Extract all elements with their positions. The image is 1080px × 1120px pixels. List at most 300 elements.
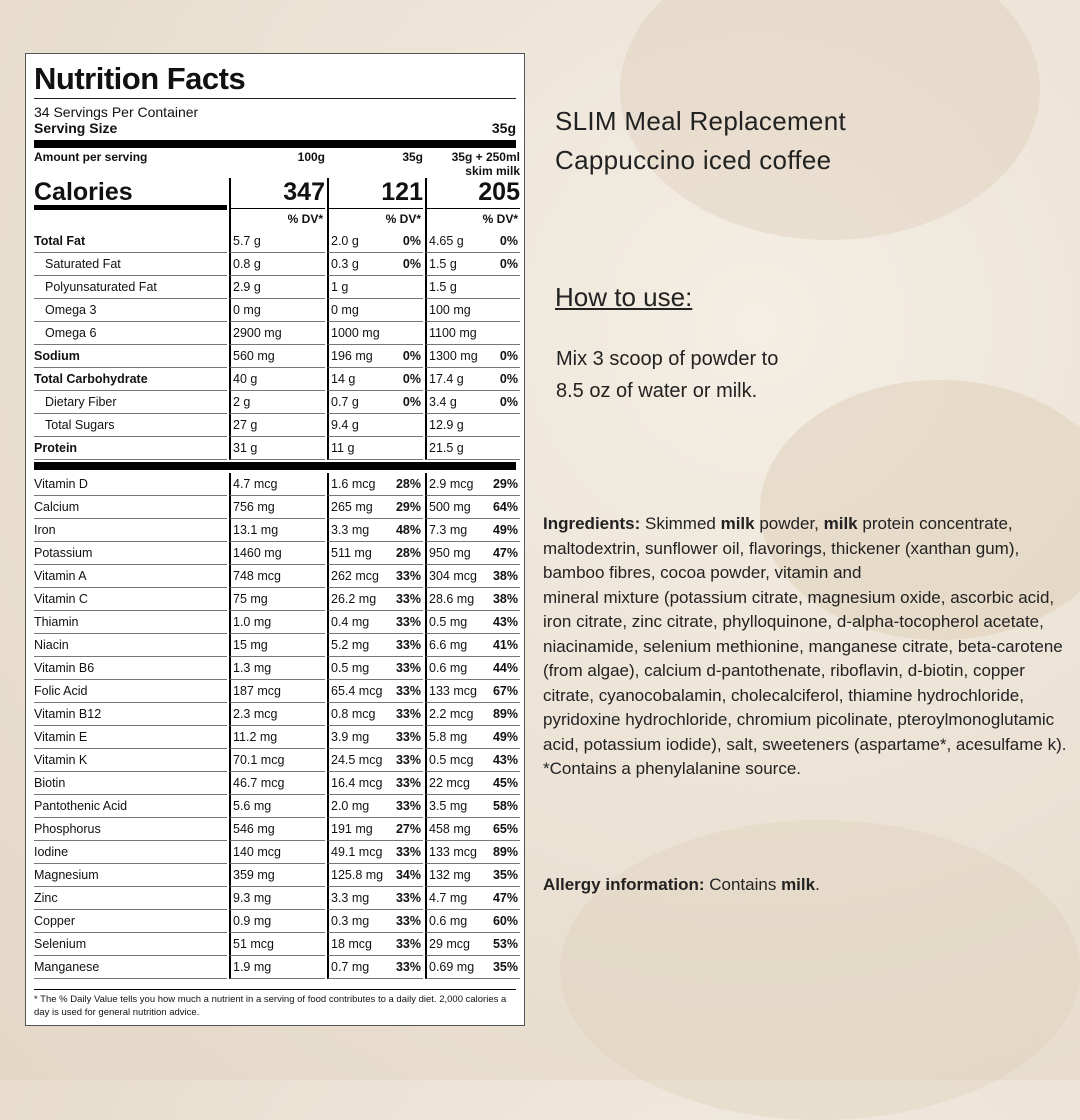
nutrient-amount: 7.3 mg [429,523,468,537]
nutrient-dv-percent: 0% [402,257,421,271]
nutrient-row [34,542,516,565]
product-name-line2: Cappuccino iced coffee [555,145,832,175]
nutrient-amount: 0.3 g [331,257,359,271]
nutrient-value-milk [425,414,520,437]
nutrient-dv-percent: 58% [492,799,518,813]
nutrient-dv-percent: 64% [492,500,518,514]
nutrient-value-milk [425,657,520,680]
nutrient-value-milk [425,726,520,749]
nutrient-row [34,864,516,887]
nutrient-dv-percent: 53% [492,937,518,951]
nutrient-amount: 0.6 mg [429,661,468,675]
col-milk-header-line1: 35g + 250ml [451,150,520,164]
allergy-information [543,875,820,895]
nutrient-name: Zinc [34,887,227,910]
nutrient-amount: 1.5 g [429,280,457,294]
nutrient-value-35g [327,680,423,703]
nutrient-amount: 458 mg [429,822,471,836]
nutrient-amount: 18 mcg [331,937,372,951]
nutrient-dv-percent: 33% [395,730,421,744]
nutrient-dv-percent: 0% [402,349,421,363]
nutrient-dv-percent: 41% [492,638,518,652]
nutrition-facts-panel [25,53,525,1026]
nutrient-value-100g: 546 mg [229,818,325,841]
nutrient-name: Phosphorus [34,818,227,841]
nutrient-row [34,230,516,253]
nutrient-amount: 0.6 mg [429,914,468,928]
nutrient-amount: 3.3 mg [331,523,370,537]
nutrient-amount: 21.5 g [429,441,464,455]
nutrient-value-35g [327,588,423,611]
nutrient-dv-percent: 0% [499,257,518,271]
ingredients-part: protein concentrate, maltodextrin, sunflower oil, flavorings, thickener (xanthan gum), bamboo fibres, cocoa powder, vitamin and [543,514,1020,582]
nutrient-value-35g [327,749,423,772]
dv-label-100g: % DV* [229,208,325,230]
nutrient-dv-percent: 33% [395,615,421,629]
nutrient-dv-percent: 38% [492,592,518,606]
nutrient-row [34,437,516,460]
nutrient-value-milk [425,680,520,703]
nutrient-value-100g: 70.1 mcg [229,749,325,772]
nutrient-value-100g: 75 mg [229,588,325,611]
how-to-use-heading: How to use: [555,282,693,312]
nutrient-dv-percent: 43% [492,753,518,767]
nutrient-amount: 950 mg [429,546,471,560]
nutrient-value-35g [327,519,423,542]
nutrient-value-milk [425,910,520,933]
ingredients-part: Skimmed [640,514,721,533]
nutrient-name: Vitamin B12 [34,703,227,726]
nutrient-row [34,611,516,634]
nutrient-dv-percent: 0% [499,372,518,386]
allergy-text: Contains [704,875,782,894]
nutrient-value-milk [425,588,520,611]
nutrient-amount: 29 mcg [429,937,470,951]
col-milk-header-line2: skim milk [465,164,520,178]
nutrient-dv-percent: 33% [395,684,421,698]
nutrient-row [34,322,516,345]
nutrient-value-milk [425,253,520,276]
nutrient-value-100g: 0.8 g [229,253,325,276]
nutrient-name: Selenium [34,933,227,956]
nutrient-name: Potassium [34,542,227,565]
nutrient-dv-percent: 34% [395,868,421,882]
nutrient-value-milk [425,368,520,391]
nutrient-value-100g: 11.2 mg [229,726,325,749]
nutrient-amount: 1.6 mcg [331,477,376,491]
nutrient-amount: 4.65 g [429,234,464,248]
col-milk-header [425,150,520,178]
nutrient-dv-percent: 33% [395,914,421,928]
nutrient-name: Total Sugars [34,414,227,437]
nutrient-dv-percent: 33% [395,638,421,652]
nutrient-dv-percent: 0% [499,234,518,248]
nutrient-dv-percent: 89% [492,707,518,721]
nutrient-amount: 304 mcg [429,569,477,583]
dv-label-milk: % DV* [425,208,520,230]
nutrient-dv-percent: 33% [395,799,421,813]
nutrient-value-100g: 560 mg [229,345,325,368]
nutrient-row [34,391,516,414]
nutrient-amount: 2.9 mcg [429,477,474,491]
nutrient-amount: 65.4 mcg [331,684,383,698]
nutrient-amount: 2.2 mcg [429,707,474,721]
nutrient-amount: 1.5 g [429,257,457,271]
dv-spacer [34,208,227,230]
nutrient-value-35g [327,391,423,414]
nutrient-value-35g [327,703,423,726]
macro-rows [34,230,516,460]
nutrient-value-35g [327,473,423,496]
nutrient-name: Niacin [34,634,227,657]
nutrient-value-milk [425,565,520,588]
nutrient-name: Saturated Fat [34,253,227,276]
nutrient-row [34,345,516,368]
nutrient-dv-percent: 33% [395,891,421,905]
nutrient-amount: 14 g [331,372,356,386]
nutrient-value-milk [425,611,520,634]
nutrient-value-milk [425,864,520,887]
nutrient-value-milk [425,818,520,841]
nutrient-name: Iodine [34,841,227,864]
nutrient-value-milk [425,772,520,795]
nutrient-value-milk [425,473,520,496]
nutrient-value-35g [327,795,423,818]
nutrient-name: Vitamin A [34,565,227,588]
nutrient-value-milk [425,542,520,565]
nutrient-row [34,841,516,864]
nutrient-value-35g [327,818,423,841]
serving-size-label: Serving Size [34,120,118,136]
nutrient-value-100g: 51 mcg [229,933,325,956]
nutrient-amount: 125.8 mg [331,868,384,882]
how-to-use-instructions: Mix 3 scoop of powder to 8.5 oz of water or milk. [556,348,779,402]
nutrient-value-100g: 0.9 mg [229,910,325,933]
nutrient-value-35g [327,565,423,588]
allergy-end: . [815,875,820,894]
dv-label-35g: % DV* [327,208,423,230]
nutrient-amount: 132 mg [429,868,471,882]
nutrient-row [34,519,516,542]
nutrient-value-milk [425,322,520,345]
nutrient-value-milk [425,841,520,864]
nutrient-value-100g: 1.9 mg [229,956,325,979]
nutrient-amount: 3.5 mg [429,799,468,813]
background-swirl [560,820,1080,1120]
nutrient-value-milk [425,634,520,657]
nutrient-amount: 500 mg [429,500,471,514]
nutrient-dv-percent: 65% [492,822,518,836]
nutrient-value-35g [327,437,423,460]
nutrient-value-milk [425,933,520,956]
nutrient-value-35g [327,634,423,657]
nutrient-dv-percent: 44% [492,661,518,675]
nutrient-name: Pantothenic Acid [34,795,227,818]
nutrient-amount: 0.7 mg [331,960,370,974]
nutrient-value-100g: 1460 mg [229,542,325,565]
nutrient-value-100g: 31 g [229,437,325,460]
nutrient-amount: 265 mg [331,500,373,514]
nutrient-value-100g: 46.7 mcg [229,772,325,795]
nutrient-value-100g: 140 mcg [229,841,325,864]
nutrient-value-100g: 748 mcg [229,565,325,588]
nutrient-value-100g: 0 mg [229,299,325,322]
nutrient-amount: 0.5 mcg [429,753,474,767]
ingredients-allergen: milk [823,514,858,533]
nutrient-amount: 28.6 mg [429,592,475,606]
nutrient-value-milk [425,345,520,368]
nutrient-amount: 24.5 mcg [331,753,383,767]
nutrient-amount: 6.6 mg [429,638,468,652]
nutrient-value-35g [327,496,423,519]
nutrient-value-35g [327,841,423,864]
nutrient-row [34,749,516,772]
nutrient-dv-percent: 45% [492,776,518,790]
nutrient-dv-percent: 33% [395,661,421,675]
nutrient-name: Manganese [34,956,227,979]
nutrient-dv-percent: 49% [492,523,518,537]
nutrient-row [34,588,516,611]
nutrient-row [34,473,516,496]
nutrient-name: Vitamin D [34,473,227,496]
nutrient-value-35g [327,611,423,634]
nutrient-amount: 5.8 mg [429,730,468,744]
nutrient-value-100g: 27 g [229,414,325,437]
nutrient-amount: 17.4 g [429,372,464,386]
nutrient-value-35g [327,956,423,979]
nutrient-value-milk [425,749,520,772]
nutrient-dv-percent: 38% [492,569,518,583]
nutrient-amount: 5.2 mg [331,638,370,652]
nutrient-dv-percent: 33% [395,707,421,721]
nutrient-row [34,634,516,657]
nutrient-value-100g: 5.6 mg [229,795,325,818]
nutrient-value-100g: 4.7 mcg [229,473,325,496]
nutrient-amount: 1 g [331,280,349,294]
nutrient-value-100g: 2900 mg [229,322,325,345]
nutrient-value-100g: 15 mg [229,634,325,657]
nutrient-dv-percent: 29% [395,500,421,514]
product-name [555,102,846,180]
nutrient-row [34,299,516,322]
nutrient-value-100g: 756 mg [229,496,325,519]
nutrient-row [34,956,516,979]
nutrient-value-35g [327,345,423,368]
nutrient-dv-percent: 27% [395,822,421,836]
nutrient-value-100g: 1.0 mg [229,611,325,634]
nutrient-dv-percent: 28% [395,477,421,491]
nutrient-value-milk [425,887,520,910]
nutrient-amount: 22 mcg [429,776,470,790]
nutrient-value-35g [327,772,423,795]
nutrient-dv-percent: 35% [492,868,518,882]
col-35g-header: 35g [402,150,423,164]
nutrient-name: Polyunsaturated Fat [34,276,227,299]
nutrient-dv-percent: 0% [402,395,421,409]
nutrient-value-35g [327,910,423,933]
nutrient-name: Total Fat [34,230,227,253]
nutrient-name: Omega 3 [34,299,227,322]
vitamin-rows [34,473,516,979]
nutrient-dv-percent: 0% [499,395,518,409]
nutrient-dv-percent: 0% [402,234,421,248]
nutrient-amount: 0.7 g [331,395,359,409]
dv-footnote: * The % Daily Value tells you how much a nutrient in a serving of food contributes to a daily diet. 2,000 calories a day is used for general nutrition advice. [34,989,516,1019]
nutrient-dv-percent: 33% [395,569,421,583]
nutrient-dv-percent: 47% [492,546,518,560]
thick-divider [34,140,516,148]
ingredients-part: mineral mixture (potassium citrate, magnesium oxide, ascorbic acid, iron citrate, zinc citrate, phylloquinone, d-alpha-tocopherol acetate, niacinamide, selenium methionine, manganese citrate, beta-carotene (from algae), calcium d-pantothenate, riboflavin, d-biotin, copper citrate, cyanocobalamin, cholecalciferol, thiamine hydrochloride, pyridoxine hydrochloride, chromium picolinate, pteroylmonoglutamic acid, potassium iodide), salt, sweeteners (aspartame*, acesulfame k). *Contains a phenylalanine source. [543,587,1067,778]
nutrient-amount: 3.3 mg [331,891,370,905]
nutrient-value-35g [327,542,423,565]
nutrient-value-100g: 9.3 mg [229,887,325,910]
nutrient-amount: 100 mg [429,303,471,317]
nutrient-value-milk [425,276,520,299]
nutrient-amount: 3.4 g [429,395,457,409]
nutrient-value-35g [327,322,423,345]
nutrient-value-milk [425,956,520,979]
nutrient-dv-percent: 89% [492,845,518,859]
nutrient-amount: 1300 mg [429,349,478,363]
serving-size-row [34,120,516,137]
nutrient-amount: 0 mg [331,303,359,317]
nutrient-amount: 11 g [331,441,355,455]
calories-row [34,178,520,208]
nutrient-value-100g: 2.9 g [229,276,325,299]
nutrient-dv-percent: 29% [492,477,518,491]
nutrient-name: Vitamin E [34,726,227,749]
nutrient-amount: 0.5 mg [331,661,370,675]
nutrient-amount: 0.69 mg [429,960,475,974]
nutrient-row [34,680,516,703]
nutrient-dv-percent: 49% [492,730,518,744]
nutrient-dv-percent: 60% [492,914,518,928]
nutrient-row [34,703,516,726]
nutrient-amount: 262 mcg [331,569,379,583]
nutrient-amount: 2.0 g [331,234,359,248]
nutrient-value-35g [327,368,423,391]
nutrient-value-100g: 5.7 g [229,230,325,253]
dv-header-row [34,208,516,230]
col-100g-header: 100g [297,150,325,164]
nutrient-name: Dietary Fiber [34,391,227,414]
nutrient-row [34,414,516,437]
nutrient-name: Thiamin [34,611,227,634]
nutrient-value-milk [425,437,520,460]
nutrient-name: Total Carbohydrate [34,368,227,391]
nutrient-value-35g [327,657,423,680]
nutrient-name: Magnesium [34,864,227,887]
nutrient-amount: 196 mg [331,349,373,363]
nutrient-value-35g [327,299,423,322]
nutrient-value-35g [327,253,423,276]
nutrient-name: Biotin [34,772,227,795]
nutrient-value-milk [425,230,520,253]
nutrient-value-35g [327,230,423,253]
nutrient-amount: 16.4 mcg [331,776,383,790]
nutrient-row [34,887,516,910]
nutrient-value-milk [425,391,520,414]
nutrient-amount: 26.2 mg [331,592,377,606]
nutrient-row [34,657,516,680]
ingredients-text [543,512,1068,782]
nutrient-value-milk [425,519,520,542]
nutrient-name: Vitamin B6 [34,657,227,680]
ingredients-label: Ingredients: [543,514,641,533]
nutrient-value-milk [425,299,520,322]
calories-100g: 347 [229,178,325,210]
calories-milk: 205 [425,178,520,210]
nutrient-value-35g [327,726,423,749]
nutrient-dv-percent: 33% [395,845,421,859]
nutrient-value-100g: 40 g [229,368,325,391]
nutrient-dv-percent: 0% [499,349,518,363]
ingredients-part: powder, [754,514,824,533]
nutrient-dv-percent: 28% [395,546,421,560]
nutrient-row [34,253,516,276]
nutrient-amount: 0.5 mg [429,615,468,629]
nutrient-row [34,772,516,795]
nutrient-value-35g [327,933,423,956]
nutrient-value-35g [327,276,423,299]
nutrient-dv-percent: 48% [395,523,421,537]
allergy-label: Allergy information: [543,875,705,894]
nutrient-value-100g: 187 mcg [229,680,325,703]
nutrient-dv-percent: 35% [492,960,518,974]
nutrient-name: Protein [34,437,227,460]
nutrient-dv-percent: 43% [492,615,518,629]
serving-size-value: 35g [491,120,516,136]
nutrient-value-100g: 2.3 mcg [229,703,325,726]
nutrient-amount: 133 mcg [429,845,477,859]
nutrient-amount: 4.7 mg [429,891,468,905]
nutrient-value-milk [425,703,520,726]
calories-35g: 121 [327,178,423,210]
nutrient-value-100g: 2 g [229,391,325,414]
nutrient-amount: 133 mcg [429,684,477,698]
nutrient-dv-percent: 67% [492,684,518,698]
nutrient-name: Calcium [34,496,227,519]
nutrient-amount: 511 mg [331,546,372,560]
nutrient-amount: 3.9 mg [331,730,370,744]
nutrient-dv-percent: 33% [395,937,421,951]
nutrient-amount: 9.4 g [331,418,359,432]
ingredients-allergen: milk [720,514,755,533]
nutrient-amount: 0.8 mcg [331,707,376,721]
nutrient-name: Vitamin K [34,749,227,772]
nutrient-dv-percent: 0% [402,372,421,386]
nutrient-amount: 0.4 mg [331,615,370,629]
nutrient-value-100g: 13.1 mg [229,519,325,542]
calories-label: Calories [34,178,227,210]
nutrient-dv-percent: 33% [395,960,421,974]
nutrient-row [34,910,516,933]
nutrient-row [34,368,516,391]
nutrient-value-35g [327,414,423,437]
nutrient-name: Omega 6 [34,322,227,345]
nutrient-name: Folic Acid [34,680,227,703]
nutrient-row [34,818,516,841]
nutrient-amount: 1100 mg [429,326,477,340]
nutrient-value-milk [425,496,520,519]
nutrient-amount: 12.9 g [429,418,464,432]
amount-per-serving-label: Amount per serving [34,150,148,164]
nutrient-value-35g [327,864,423,887]
product-name-line1: SLIM Meal Replacement [555,106,846,136]
nutrient-row [34,496,516,519]
allergy-allergen: milk [781,875,816,894]
nutrition-title: Nutrition Facts [34,62,516,99]
